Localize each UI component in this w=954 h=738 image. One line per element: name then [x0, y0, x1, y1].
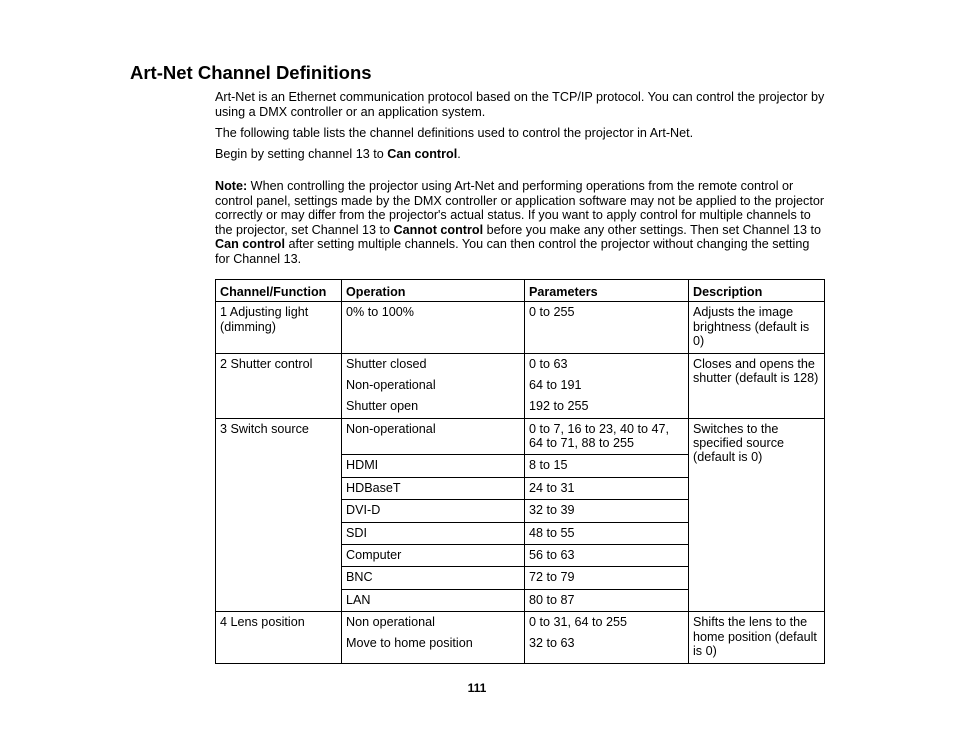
ch2-operations [342, 353, 525, 418]
ch1-operation: 0% to 100% [342, 302, 525, 353]
table-intro-paragraph: The following table lists the channel definitions used to control the projector in Art-Net. [215, 126, 694, 140]
ch1-description: Adjusts the image brightness (default is 0) [689, 302, 825, 353]
ch2-parameter: 0 to 63 [529, 356, 568, 371]
header-operation: Operation [342, 280, 525, 302]
header-channel-function: Channel/Function [216, 280, 342, 302]
table-row [216, 302, 825, 353]
ch3-parameters: 56 to 63 [525, 545, 689, 567]
note-bold1: Cannot control [393, 222, 484, 237]
ch3-parameters: 32 to 39 [525, 500, 689, 522]
ch1-parameters: 0 to 255 [525, 302, 689, 353]
ch3-parameters: 48 to 55 [525, 522, 689, 544]
ch3-parameters: 0 to 7, 16 to 23, 40 to 47, 64 to 71, 88 to 255 [525, 418, 689, 455]
ch2-parameter: 192 to 255 [529, 398, 589, 413]
ch2-parameter: 64 to 191 [529, 377, 582, 392]
page-title: Art-Net Channel Definitions [130, 62, 372, 83]
ch3-parameters: 24 to 31 [525, 477, 689, 499]
ch4-parameters [525, 612, 689, 663]
ch2-operation: Shutter closed [346, 356, 427, 371]
begin-paragraph [215, 147, 825, 162]
table-row [216, 418, 825, 455]
header-parameters: Parameters [525, 280, 689, 302]
ch3-parameters: 72 to 79 [525, 567, 689, 589]
ch3-operation: HDBaseT [342, 477, 525, 499]
table-row [216, 612, 825, 663]
note-paragraph [215, 179, 825, 267]
page-number: 111 [467, 681, 487, 695]
ch3-operation: Non-operational [342, 418, 525, 455]
note-part3: after setting multiple channels. You can then control the projector without changing the setting for Channel 13. [215, 237, 810, 266]
ch3-operation: LAN [342, 589, 525, 611]
ch4-operation: Move to home position [346, 636, 473, 651]
begin-end: . [457, 147, 461, 161]
ch4-description: Shifts the lens to the home position (default is 0) [689, 612, 825, 663]
header-description: Description [689, 280, 825, 302]
table-row [216, 353, 825, 418]
ch4-operation: Non operational [346, 615, 435, 630]
note-label: Note: [215, 179, 248, 193]
ch2-operation: Shutter open [346, 398, 419, 413]
ch4-function: 4 Lens position [216, 612, 342, 663]
ch4-operations [342, 612, 525, 663]
ch3-parameters: 80 to 87 [525, 589, 689, 611]
ch3-operation: SDI [342, 522, 525, 544]
ch3-function: 3 Switch source [216, 418, 342, 612]
ch3-operation: DVI-D [342, 500, 525, 522]
ch4-parameter: 32 to 63 [529, 636, 575, 651]
ch1-function: 1 Adjusting light (dimming) [216, 302, 342, 353]
table-header-row [216, 280, 825, 302]
ch2-parameters [525, 353, 689, 418]
note-bold2: Can control [215, 237, 285, 252]
note-part2: before you make any other settings. Then set Channel 13 to [483, 222, 821, 237]
ch2-operation: Non-operational [346, 377, 436, 392]
ch3-operation: BNC [342, 567, 525, 589]
ch2-function: 2 Shutter control [216, 353, 342, 418]
channel-definitions-table [215, 279, 825, 664]
ch4-parameter: 0 to 31, 64 to 255 [529, 615, 628, 630]
begin-text: Begin by setting channel 13 to [215, 147, 388, 161]
ch3-operation: Computer [342, 545, 525, 567]
begin-bold: Can control [387, 147, 458, 161]
intro-paragraph: Art-Net is an Ethernet communication protocol based on the TCP/IP protocol. You can control the projector by using a DMX controller or an application system. [215, 90, 825, 119]
note-part1: When controlling the projector using Art-Net and performing operations from the remote control or control panel, settings made by the DMX controller or application software may not be applied to the projector correctly or may differ from the projector's actual status. If you want to apply control for multiple channels to the projector, set Channel 13 to [215, 179, 825, 237]
ch3-description: Switches to the specified source (default is 0) [689, 418, 825, 612]
ch3-parameters: 8 to 15 [525, 455, 689, 477]
ch3-operation: HDMI [342, 455, 525, 477]
ch2-description: Closes and opens the shutter (default is 128) [689, 353, 825, 418]
